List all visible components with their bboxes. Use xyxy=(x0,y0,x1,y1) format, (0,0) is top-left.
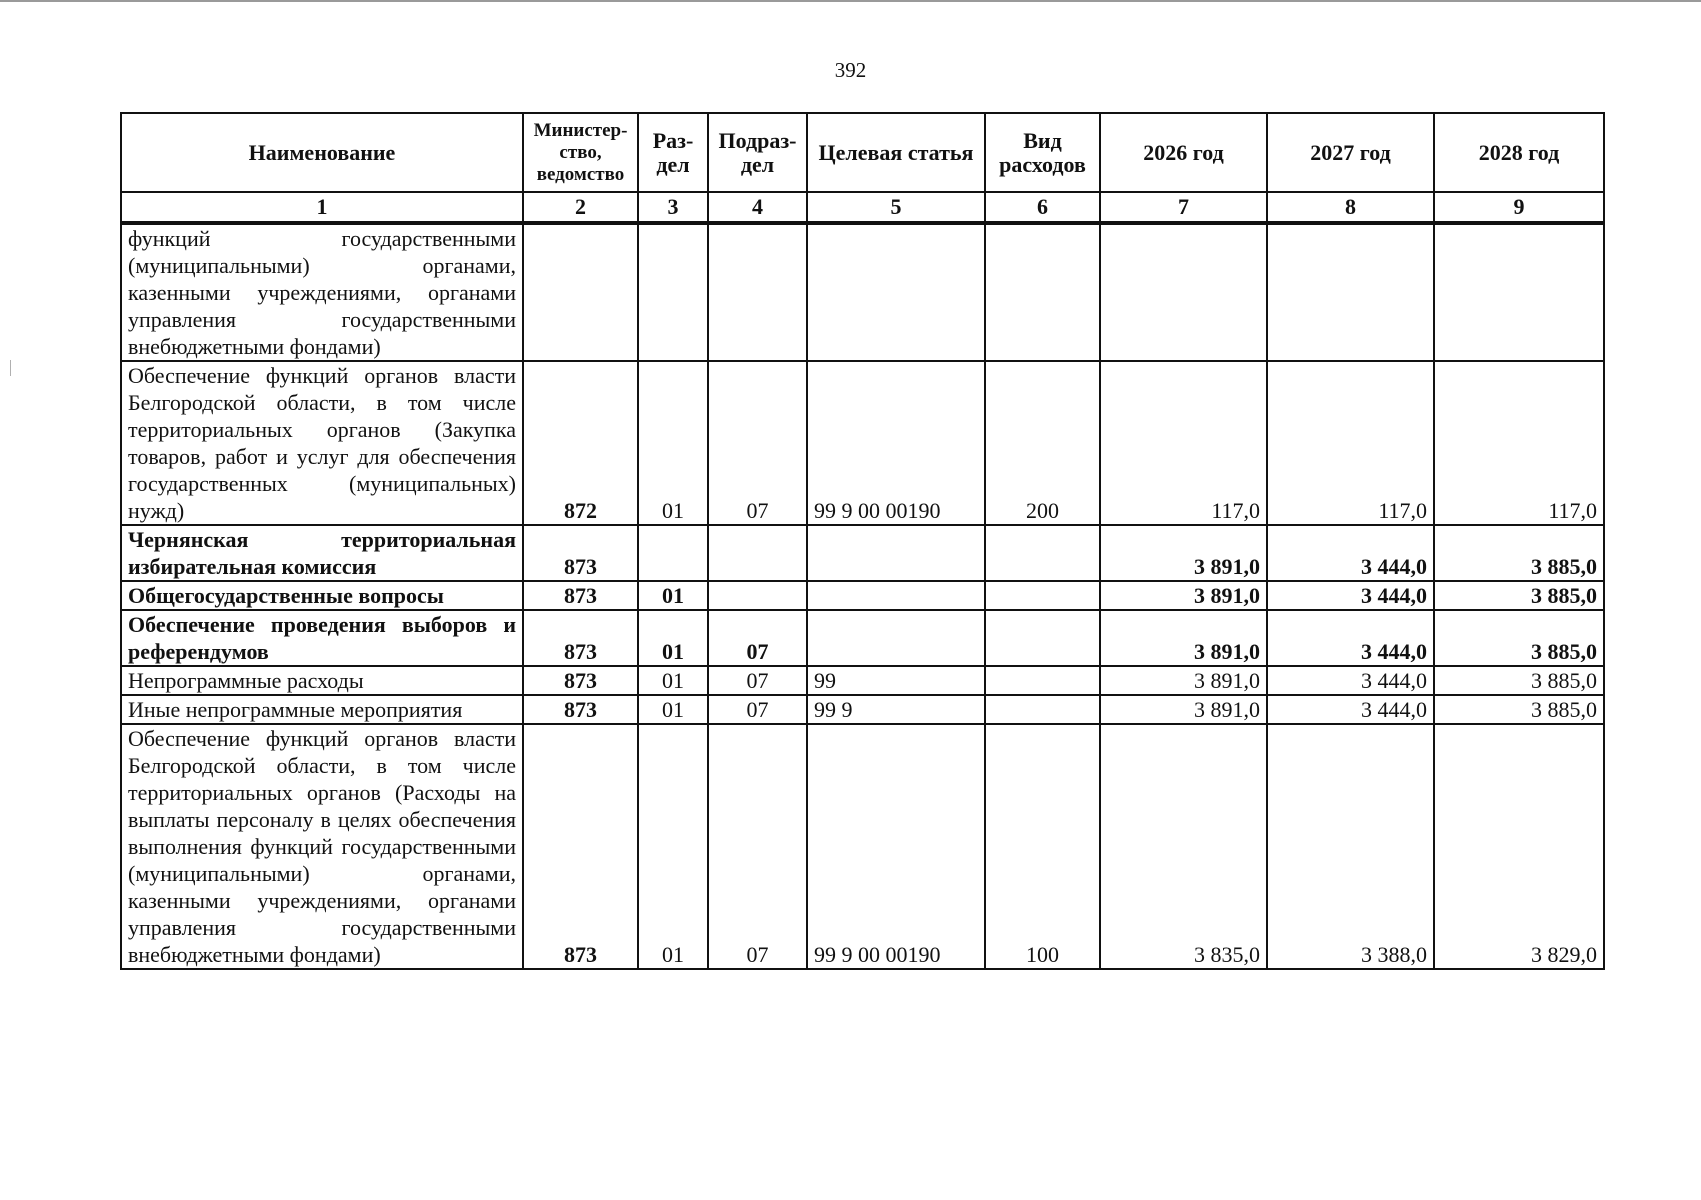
row-2027: 3 388,0 xyxy=(1267,724,1434,969)
col-number-6: 6 xyxy=(985,192,1100,223)
row-2026: 3 891,0 xyxy=(1100,581,1267,610)
col-header-2027: 2027 год xyxy=(1267,113,1434,192)
row-expense-type xyxy=(985,666,1100,695)
row-expense-type xyxy=(985,223,1100,361)
table-row xyxy=(121,724,1604,969)
col-header-name: Наименование xyxy=(121,113,523,192)
row-expense-type xyxy=(985,695,1100,724)
row-subsection: 07 xyxy=(708,666,807,695)
column-number-row xyxy=(121,192,1604,223)
col-number-9: 9 xyxy=(1434,192,1604,223)
row-target: 99 9 00 00190 xyxy=(807,724,985,969)
scan-mark xyxy=(10,360,11,376)
table-row xyxy=(121,666,1604,695)
row-2028: 3 885,0 xyxy=(1434,525,1604,581)
row-target xyxy=(807,223,985,361)
col-header-2026: 2026 год xyxy=(1100,113,1267,192)
row-expense-type xyxy=(985,525,1100,581)
row-ministry: 873 xyxy=(523,695,638,724)
row-ministry: 873 xyxy=(523,666,638,695)
top-scan-rule xyxy=(0,0,1701,2)
row-2028: 3 829,0 xyxy=(1434,724,1604,969)
row-target: 99 9 00 00190 xyxy=(807,361,985,525)
row-2027: 3 444,0 xyxy=(1267,695,1434,724)
row-2026: 3 891,0 xyxy=(1100,525,1267,581)
row-section: 01 xyxy=(638,666,708,695)
row-2027: 3 444,0 xyxy=(1267,581,1434,610)
col-header-expense-type: Вид расходов xyxy=(985,113,1100,192)
row-2028: 3 885,0 xyxy=(1434,666,1604,695)
row-2027: 3 444,0 xyxy=(1267,610,1434,666)
row-target: 99 9 xyxy=(807,695,985,724)
row-name: Обеспечение функций органов власти Белгородской области, в том числе территориальных органов (Закупка товаров, работ и услуг для обеспечения государственных (муниципальных) нужд) xyxy=(121,361,523,525)
row-subsection xyxy=(708,581,807,610)
row-2027: 3 444,0 xyxy=(1267,666,1434,695)
row-target xyxy=(807,581,985,610)
row-ministry: 873 xyxy=(523,724,638,969)
row-section: 01 xyxy=(638,361,708,525)
row-name: Обеспечение проведения выборов и референдумов xyxy=(121,610,523,666)
table-row xyxy=(121,361,1604,525)
row-expense-type: 200 xyxy=(985,361,1100,525)
row-target xyxy=(807,525,985,581)
row-name: Общегосударственные вопросы xyxy=(121,581,523,610)
col-header-ministry: Министер-ство, ведомство xyxy=(523,113,638,192)
col-header-subsection: Подраз-дел xyxy=(708,113,807,192)
row-subsection: 07 xyxy=(708,361,807,525)
row-ministry xyxy=(523,223,638,361)
row-ministry: 873 xyxy=(523,610,638,666)
row-name: Иные непрограммные мероприятия xyxy=(121,695,523,724)
row-2028: 3 885,0 xyxy=(1434,581,1604,610)
col-header-target: Целевая статья xyxy=(807,113,985,192)
row-2028: 117,0 xyxy=(1434,361,1604,525)
col-number-4: 4 xyxy=(708,192,807,223)
row-2026 xyxy=(1100,223,1267,361)
row-expense-type xyxy=(985,581,1100,610)
row-2027: 117,0 xyxy=(1267,361,1434,525)
row-name: Обеспечение функций органов власти Белгородской области, в том числе территориальных органов (Расходы на выплаты персоналу в целях обеспечения выполнения функций государственными (муниципальными) органами, казенными учреждениями, органами управления государственными внебюджетными фондами) xyxy=(121,724,523,969)
col-header-section: Раз-дел xyxy=(638,113,708,192)
row-target: 99 xyxy=(807,666,985,695)
row-subsection: 07 xyxy=(708,724,807,969)
table-row xyxy=(121,525,1604,581)
col-header-2028: 2028 год xyxy=(1434,113,1604,192)
row-section: 01 xyxy=(638,610,708,666)
row-ministry: 872 xyxy=(523,361,638,525)
row-2028 xyxy=(1434,223,1604,361)
budget-table xyxy=(120,112,1605,970)
row-expense-type xyxy=(985,610,1100,666)
row-ministry: 873 xyxy=(523,525,638,581)
row-2026: 3 835,0 xyxy=(1100,724,1267,969)
col-number-2: 2 xyxy=(523,192,638,223)
row-2027: 3 444,0 xyxy=(1267,525,1434,581)
table-row xyxy=(121,610,1604,666)
col-number-5: 5 xyxy=(807,192,985,223)
row-name: функций государственными (муниципальными) органами, казенными учреждениями, органами управления государственными внебюджетными фондами) xyxy=(121,223,523,361)
row-subsection: 07 xyxy=(708,610,807,666)
row-section: 01 xyxy=(638,695,708,724)
row-expense-type: 100 xyxy=(985,724,1100,969)
table-row xyxy=(121,223,1604,361)
row-subsection: 07 xyxy=(708,695,807,724)
col-number-1: 1 xyxy=(121,192,523,223)
row-section: 01 xyxy=(638,581,708,610)
header-row xyxy=(121,113,1604,192)
row-target xyxy=(807,610,985,666)
row-2026: 3 891,0 xyxy=(1100,695,1267,724)
row-2026: 117,0 xyxy=(1100,361,1267,525)
row-section: 01 xyxy=(638,724,708,969)
page-number: 392 xyxy=(834,58,867,82)
row-section xyxy=(638,223,708,361)
row-section xyxy=(638,525,708,581)
row-subsection xyxy=(708,223,807,361)
row-name: Чернянская территориальная избирательная комиссия xyxy=(121,525,523,581)
row-2028: 3 885,0 xyxy=(1434,610,1604,666)
table-row xyxy=(121,581,1604,610)
row-2026: 3 891,0 xyxy=(1100,610,1267,666)
row-2027 xyxy=(1267,223,1434,361)
table-row xyxy=(121,695,1604,724)
col-number-8: 8 xyxy=(1267,192,1434,223)
row-ministry: 873 xyxy=(523,581,638,610)
col-number-3: 3 xyxy=(638,192,708,223)
row-subsection xyxy=(708,525,807,581)
row-2028: 3 885,0 xyxy=(1434,695,1604,724)
row-2026: 3 891,0 xyxy=(1100,666,1267,695)
row-name: Непрограммные расходы xyxy=(121,666,523,695)
col-number-7: 7 xyxy=(1100,192,1267,223)
